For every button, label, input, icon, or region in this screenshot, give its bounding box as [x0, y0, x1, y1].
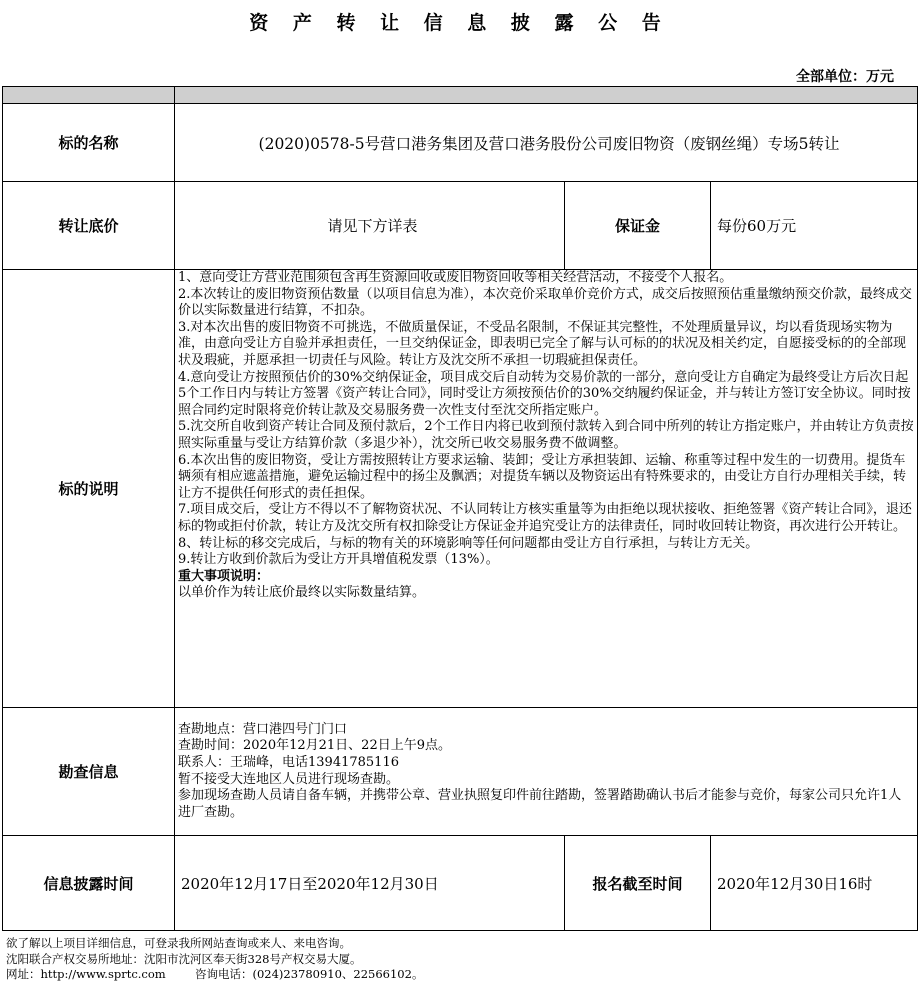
disclosure-value: 2020年12月17日至2020年12月30日	[175, 836, 565, 931]
inspection-line: 查勘地点：营口港四号门门口	[178, 721, 348, 737]
inspection-line: 查勘时间：2020年12月21日、22日上午9点。	[178, 738, 451, 754]
inspection-line: 参加现场查勘人员请自备车辆，并携带公章、营业执照复印件前往踏勘，签署踏勘确认书后才能参与竞价，每家公司只允许1人进厂查勘。	[178, 788, 902, 820]
inspection-line: 暂不接受大连地区人员进行现场查勘。	[178, 771, 400, 787]
row-dates	[3, 836, 918, 931]
description-item: 4.意向受让方按照预估价的30%交纳保证金，项目成交后自动转为交易价款的一部分，意向受让方自确定为最终受让方后次日起5个工作日内与转让方签署《资产转让合同》，同时受让方须按预估价的30%交纳履约保证金，并与转让方签订安全协议。同时按照合同约定时限将竞价转让款及交易服务费一次性支付至沈交所指定账户。	[178, 369, 911, 418]
description-item: 2.本次转让的废旧物资预估数量（以项目信息为准），本次竞价采取单价竞价方式，成交后按照预估重量缴纳预交价款，最终成交价以实际数量进行结算，不扣杂。	[178, 286, 912, 319]
inspection-label: 勘查信息	[3, 708, 175, 836]
major-items-text: 以单价作为转让底价最终以实际数量结算。	[178, 585, 426, 601]
footer-line-2: 沈阳联合产权交易所地址：沈阳市沈河区奉天街328号产权交易大厦。	[6, 951, 362, 966]
header-cell	[3, 87, 175, 104]
name-label: 标的名称	[3, 104, 175, 182]
footer-line-3	[6, 967, 423, 983]
price-label: 转让底价	[3, 182, 175, 270]
row-price	[3, 182, 918, 270]
contact-phone: 咨询电话：(024)23780910、22566102。	[194, 967, 424, 981]
inspection-line: 联系人：王瑞峰，电话13941785116	[178, 754, 399, 770]
description-content	[175, 270, 918, 708]
description-item: 3.对本次出售的废旧物资不可挑选，不做质量保证，不受品名限制，不保证其完整性，不处理质量异议，均以看货现场实物为准，由意向受让方自验并承担责任，一旦交纳保证金，即表明已完全了解与认可标的的状况及相关约定，自愿接受标的的全部现状及瑕疵，并愿承担一切责任与风险。转让方及沈交所不承担一切瑕疵担保责任。	[178, 319, 907, 368]
inspection-content	[175, 708, 918, 836]
row-name	[3, 104, 918, 182]
price-value: 请见下方详表	[175, 182, 565, 270]
unit-note: 全部单位：万元	[796, 69, 894, 85]
info-table	[2, 86, 918, 931]
header-row	[3, 87, 918, 104]
header-cell	[175, 87, 918, 104]
row-inspection	[3, 708, 918, 836]
row-description	[3, 270, 918, 708]
description-item: 6.本次出售的废旧物资，受让方需按照转让方要求运输、装卸；受让方承担装卸、运输、称重等过程中发生的一切费用。提货车辆须有相应遮盖措施，避免运输过程中的扬尘及飘洒；对提货车辆以及物资运出有特殊要求的，由受让方自行办理相关手续，转让方不提供任何形式的责任担保。	[178, 452, 907, 501]
description-label: 标的说明	[3, 270, 175, 708]
disclosure-label: 信息披露时间	[3, 836, 175, 931]
website-link[interactable]: 网址：http://www.sprtc.com	[6, 967, 166, 981]
major-items-title: 重大事项说明：	[178, 568, 270, 584]
description-item: 9.转让方收到价款后为受让方开具增值税发票（13%）。	[178, 552, 499, 568]
page-title: 资 产 转 让 信 息 披 露 公 告	[249, 12, 670, 34]
deposit-label: 保证金	[565, 182, 711, 270]
description-item: 8、转让标的移交完成后，与标的物有关的环境影响等任何问题都由受让方自行承担，与转让方无关。	[178, 535, 759, 551]
deadline-label: 报名截至时间	[565, 836, 711, 931]
footer-info	[6, 936, 423, 983]
footer-line-1: 欲了解以上项目详细信息，可登录我所网站查询或来人、来电咨询。	[6, 936, 351, 950]
description-item: 5.沈交所自收到资产转让合同及预付款后，2个工作日内将已收到预付款转入到合同中所列的转让方指定账户，并由转让方负责按照实际重量与受让方结算价款（多退少补），沈交所已收交易服务费不做调整。	[178, 419, 914, 451]
deadline-value: 2020年12月30日16时	[711, 836, 918, 931]
deposit-value: 每份60万元	[711, 182, 918, 270]
description-item: 7.项目成交后，受让方不得以不了解物资状况、不认同转让方核实重量等为由拒绝以现状接收、拒绝签署《资产转让合同》，退还标的物或拒付价款，转让方及沈交所有权扣除受让方保证金并追究受让方的法律责任，同时收回转让物资，再次进行公开转让。	[178, 502, 912, 534]
description-item: 1、意向受让方营业范围须包含再生资源回收或废旧物资回收等相关经营活动，不接受个人报名。	[178, 270, 733, 285]
name-value: (2020)0578-5号营口港务集团及营口港务股份公司废旧物资（废钢丝绳）专场5转让	[175, 104, 918, 182]
